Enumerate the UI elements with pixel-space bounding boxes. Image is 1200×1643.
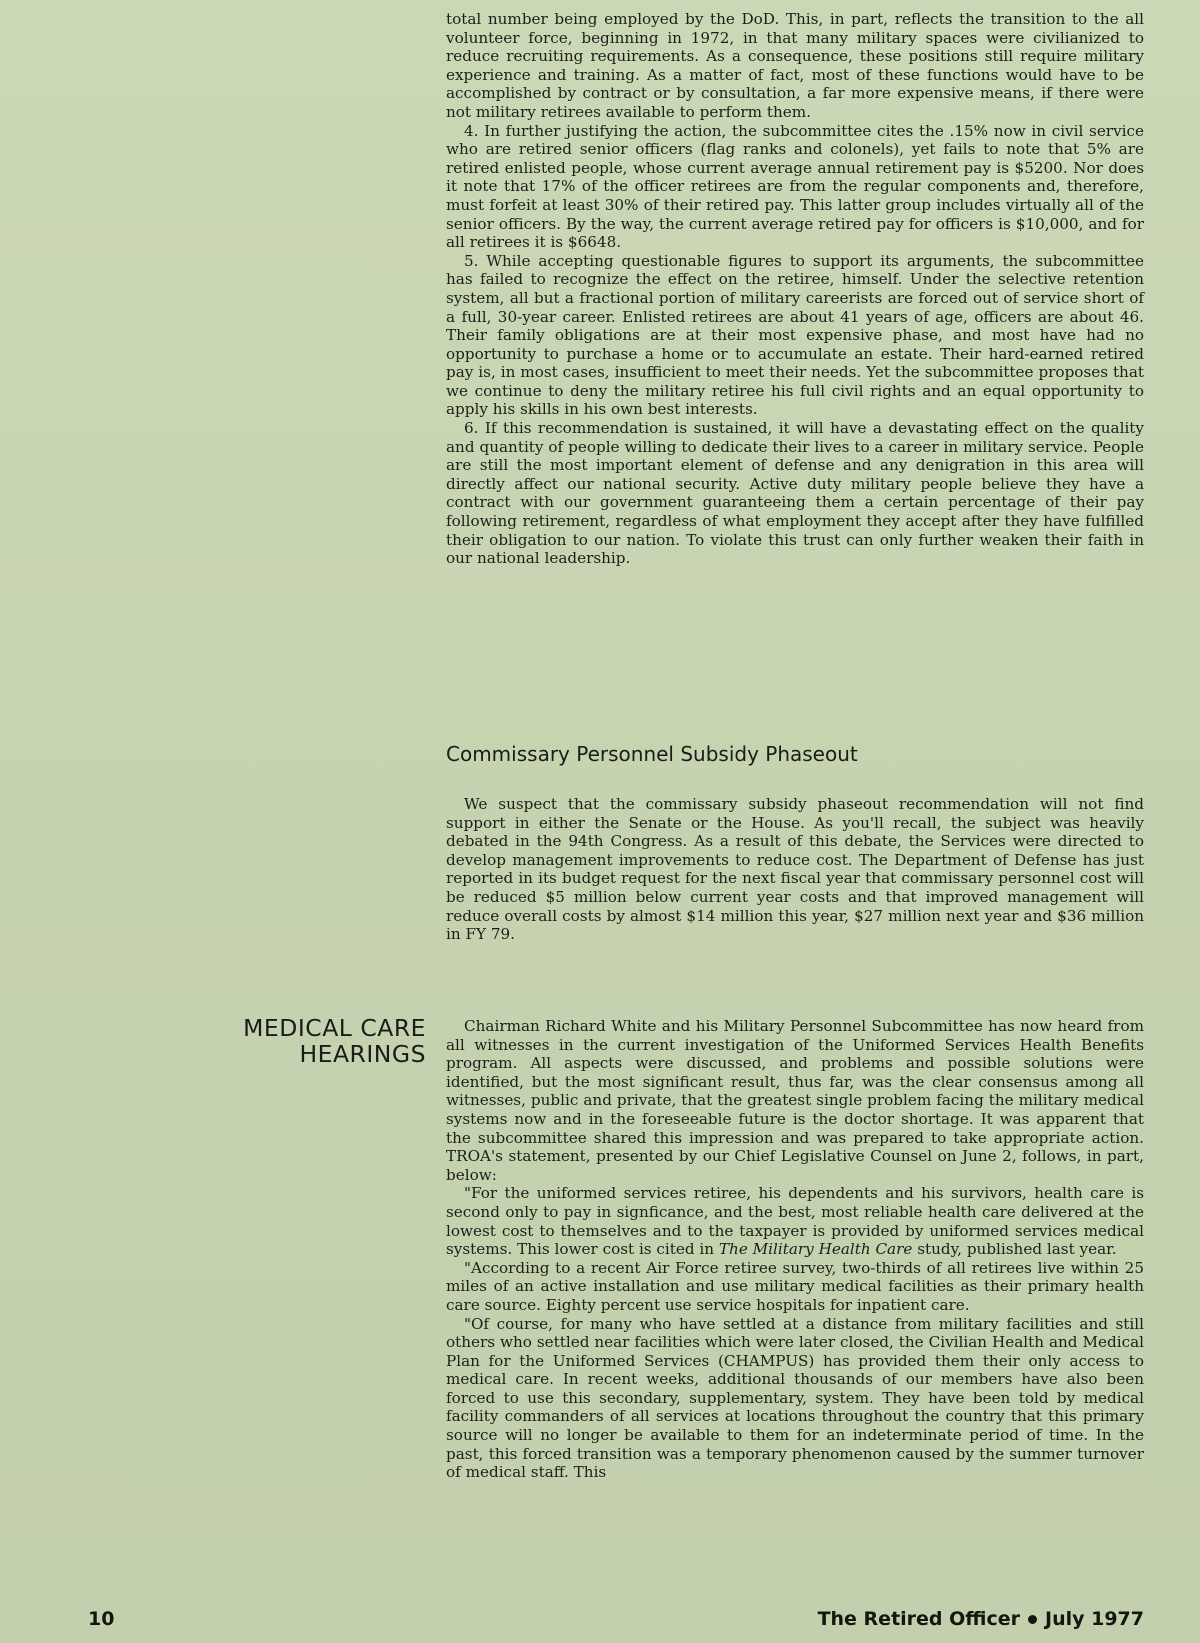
page-number: 10 [88,1608,115,1630]
paragraph: 6. If this recommendation is sustained, it will have a devastating effect on the quality and quantity of people willing to dedicate their lives to a career in military service. People are still the most important element of defense and any denigration in this area will directly affect our national security. Active duty military people believe they have a contract with our government guaranteeing them a certain percentage of their pay following retirement, regardless of what employment they accept after they have fulfilled their obligation to our nation. To violate this trust can only further weaken their faith in our national leadership. [446,419,1144,568]
paragraph: 5. While accepting questionable figures to support its arguments, the subcommittee has failed to recognize the effect on the retiree, himself. Under the selective retention system, all but a fractional portion of military careerists are forced out of service short of a full, 30-year career. Enlisted retirees are about 41 years of age, officers are about 46. Their family obligations are at their most expensive phase, and most have had no opportunity to purchase a home or to accumulate an estate. Their hard-earned retired pay is, in most cases, insufficient to meet their needs. Yet the subcommittee proposes that we continue to deny the military retiree his full civil rights and an equal opportunity to apply his skills in his own best interests. [446,251,1144,419]
publication-name: The Retired Officer [817,1608,1020,1630]
medical-care-body [446,1017,1144,1482]
paragraph: "According to a recent Air Force retiree survey, two-thirds of all retirees live within 25 miles of an active installation and use military medical facilities as their primary health care source. Eighty percent use service hospitals for inpatient care. [446,1258,1144,1314]
paragraph: Chairman Richard White and his Military Personnel Subcommittee has now heard from all witnesses in the current investigation of the Uniformed Services Health Benefits program. All aspects were discussed, and problems and possible solutions were identified, but the most significant result, thus far, was the clear consensus among all witnesses, public and private, that the greatest single problem facing the military medical systems now and in the foreseeable future is the doctor shortage. It was apparent that the subcommittee shared this impression and was prepared to take appropriate action. TROA's statement, presented by our Chief Legislative Counsel on June 2, follows, in part, below: [446,1017,1144,1184]
text-run: "For the uniformed services retiree, his dependents and his survivors, health care is second only to pay in signficance, and the best, most reliable health care delivered at the lowest cost to themselves and to the taxpayer is provided by uniformed services medical systems. This lower cost is cited in [446,1184,1144,1259]
running-footer [818,1606,1144,1632]
paragraph: 4. In further justifying the action, the subcommittee cites the .15% now in civil service who are retired senior officers (flag ranks and colonels), yet fails to note that 5% are retired enlisted people, whose current average annual retirement pay is $5200. Nor does it note that 17% of the officer retirees are from the regular components and, therefore, must forfeit at least 30% of their retired pay. This latter group includes virtually all of the senior officers. By the way, the current average retired pay for officers is $10,000, and for all retirees it is $6648. [446,121,1144,252]
heading-line: HEARINGS [299,1040,426,1068]
text-run: study, published last year. [912,1240,1117,1259]
commissary-section-body [446,795,1144,944]
bullet-icon [1028,1615,1037,1624]
paragraph: "Of course, for many who have settled at a distance from military facilities and still others who settled near facilities which were later closed, the Civilian Health and Medical Plan for the Uniformed Services (CHAMPUS) has provided them their only access to medical care. In recent weeks, additional thousands of our members have also been forced to use this secondary, supplementary, system. They have been told by medical facility commanders of all services at locations throughout the country that this primary source will no longer be available to them for an indeterminate period of time. In the past, this forced transition was a temporary phenomenon caused by the summer turnover of medical staff. This [446,1314,1144,1482]
medical-care-heading [180,1015,426,1067]
heading-line: MEDICAL CARE [243,1014,426,1042]
paragraph: total number being employed by the DoD. This, in part, reflects the transition to the all volunteer force, beginning in 1972, in that many military spaces were civilianized to reduce recruiting requirements. As a consequence, these positions still require military experience and training. As a matter of fact, most of these functions would have to be accomplished by contract or by consultation, a far more expensive means, if there were not military retirees available to perform them. [446,10,1144,121]
study-title: The Military Health Care [718,1240,913,1259]
commissary-section-heading: Commissary Personnel Subsidy Phaseout [446,742,858,766]
paragraph: We suspect that the commissary subsidy phaseout recommendation will not find support in either the Senate or the House. As you'll recall, the subject was heavily debated in the 94th Congress. As a result of this debate, the Services were directed to develop management improvements to reduce cost. The Department of Defense has just reported in its budget request for the next fiscal year that commissary personnel cost will be reduced $5 million below current year costs and that improved management will reduce overall costs by almost $14 million this year, $27 million next year and $36 million in FY 79. [446,795,1144,944]
article-body-top [446,10,1144,568]
paragraph [446,1184,1144,1258]
issue-date: July 1977 [1045,1608,1144,1630]
